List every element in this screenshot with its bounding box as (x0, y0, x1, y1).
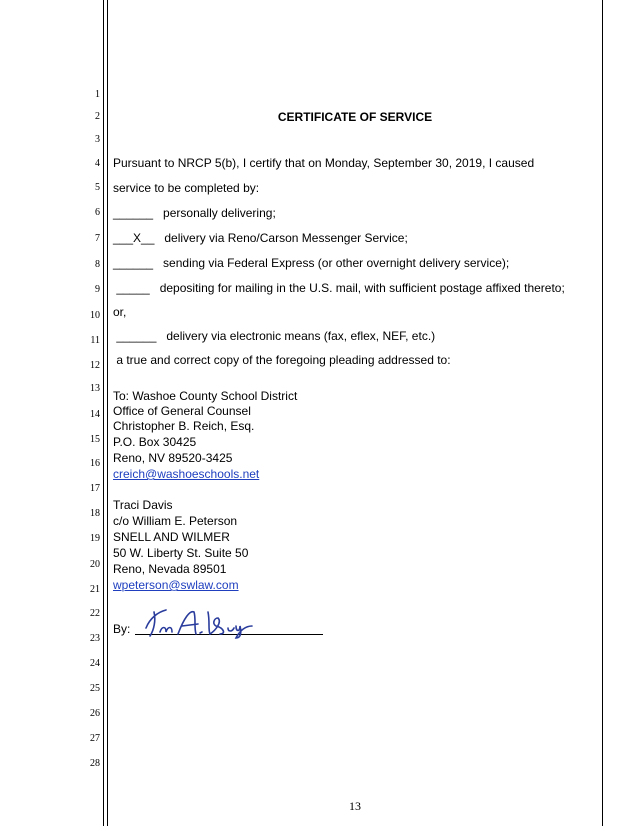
addressed-to-line: a true and correct copy of the foregoing pleading addressed to: (113, 353, 451, 367)
recipient2-line-5: Reno, Nevada 89501 (113, 562, 227, 576)
line-number: 26 (90, 708, 100, 719)
line-number: 6 (95, 207, 100, 218)
recipient1-line-2: Office of General Counsel (113, 404, 251, 418)
line-number: 11 (90, 335, 100, 346)
line-number: 8 (95, 259, 100, 270)
line-number: 25 (90, 683, 100, 694)
line-number: 14 (90, 409, 100, 420)
line-number: 20 (90, 559, 100, 570)
line-number: 23 (90, 633, 100, 644)
handwritten-signature (140, 604, 260, 640)
recipient1-line-3: Christopher B. Reich, Esq. (113, 419, 255, 433)
recipient2-email-link[interactable]: wpeterson@swlaw.com (113, 578, 239, 592)
by-label: By: (113, 622, 131, 636)
recipient2-line-1: Traci Davis (113, 498, 173, 512)
intro-line-1: Pursuant to NRCP 5(b), I certify that on Monday, September 30, 2019, I caused (113, 156, 535, 170)
line-number: 4 (95, 158, 100, 169)
option-messenger-service: ___X__ delivery via Reno/Carson Messenger Service; (113, 231, 408, 245)
option-personal-delivery: ______ personally delivering; (113, 206, 276, 220)
line-number: 18 (90, 508, 100, 519)
line-number: 28 (90, 758, 100, 769)
line-number: 15 (90, 434, 100, 445)
line-number: 2 (95, 111, 100, 122)
line-number: 5 (95, 182, 100, 193)
recipient1-line-4: P.O. Box 30425 (113, 435, 197, 449)
line-number: 7 (95, 233, 100, 244)
line-number: 13 (90, 383, 100, 394)
line-number: 1 (95, 89, 100, 100)
line-number: 16 (90, 458, 100, 469)
line-number: 22 (90, 608, 100, 619)
recipient2-line-4: 50 W. Liberty St. Suite 50 (113, 546, 249, 560)
line-number: 19 (90, 533, 100, 544)
line-number: 17 (90, 483, 100, 494)
line-number: 9 (95, 284, 100, 295)
line-number: 24 (90, 658, 100, 669)
page-number: 13 (349, 799, 361, 813)
intro-line-2: service to be completed by: (113, 181, 260, 195)
recipient1-line-5: Reno, NV 89520-3425 (113, 451, 233, 465)
recipient1-line-1: To: Washoe County School District (113, 389, 298, 403)
option-us-mail: _____ depositing for mailing in the U.S. mail, with sufficient postage affixed thereto; (113, 281, 565, 295)
line-number: 12 (90, 360, 100, 371)
recipient1-email-link[interactable]: creich@washoeschools.net (113, 467, 260, 481)
option-or: or, (113, 305, 127, 319)
line-number: 3 (95, 134, 100, 145)
line-number: 27 (90, 733, 100, 744)
recipient2-line-3: SNELL AND WILMER (113, 530, 230, 544)
line-number: 21 (90, 584, 100, 595)
document-title: CERTIFICATE OF SERVICE (277, 110, 433, 124)
recipient2-line-2: c/o William E. Peterson (113, 514, 238, 528)
option-electronic: ______ delivery via electronic means (fax, eflex, NEF, etc.) (113, 329, 436, 343)
option-federal-express: ______ sending via Federal Express (or other overnight delivery service); (113, 256, 510, 270)
line-number: 10 (90, 310, 100, 321)
